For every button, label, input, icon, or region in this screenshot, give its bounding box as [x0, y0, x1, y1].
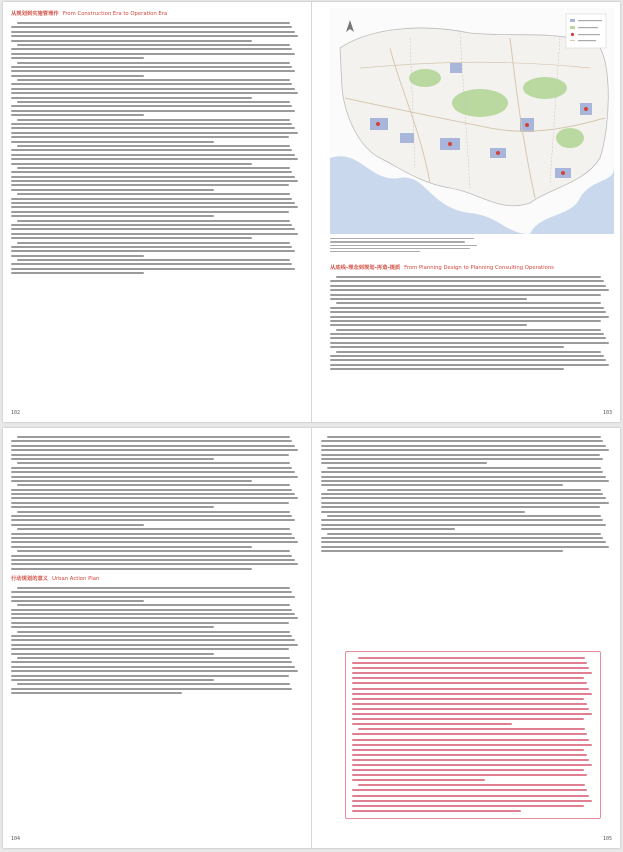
paragraph	[330, 276, 612, 300]
paragraph	[352, 728, 594, 781]
paragraph	[11, 511, 301, 526]
paragraph	[330, 302, 612, 326]
map-graphic	[330, 8, 614, 234]
green-zone	[556, 128, 584, 148]
paragraph	[321, 436, 612, 464]
green-zone	[523, 77, 567, 99]
green-zone	[409, 69, 441, 87]
paragraph	[11, 604, 301, 628]
paragraph	[11, 62, 301, 77]
paragraph	[11, 484, 301, 508]
section-heading	[11, 576, 301, 583]
page-number-left: 104	[11, 836, 21, 842]
paragraph	[11, 436, 301, 460]
paragraph	[321, 533, 612, 553]
district-map	[330, 8, 614, 234]
paragraph	[11, 22, 301, 42]
section-heading-en: Urban Action Plan	[52, 575, 100, 582]
section-heading-en: From Planning Design to Planning Consulting Operations	[404, 265, 554, 271]
page-number-right: 105	[602, 836, 612, 842]
site-marker	[525, 123, 529, 127]
site-marker	[584, 107, 588, 111]
body-text	[11, 22, 301, 274]
gutter	[311, 2, 312, 422]
paragraph	[11, 462, 301, 482]
paragraph	[11, 167, 301, 191]
site-marker	[448, 142, 452, 146]
paragraph	[11, 101, 301, 116]
paragraph	[11, 119, 301, 143]
section-heading-cn: 从底线-理念到规划-再造-提质	[330, 265, 401, 271]
pull-quote-box	[345, 651, 601, 819]
paragraph	[11, 587, 301, 602]
paragraph	[352, 657, 594, 725]
paragraph	[11, 145, 301, 165]
site-marker	[496, 151, 500, 155]
section-heading	[11, 11, 301, 18]
site-marker	[376, 122, 380, 126]
planning-zone	[450, 63, 462, 73]
paragraph	[11, 193, 301, 217]
paragraph	[11, 657, 301, 681]
section-heading-en: From Construction Era to Operation Era	[62, 11, 168, 17]
body-text	[11, 436, 301, 570]
page-number-left: 102	[11, 410, 21, 416]
paragraph	[11, 631, 301, 655]
paragraph	[11, 259, 301, 274]
paragraph	[352, 784, 594, 811]
page-number-right: 103	[602, 410, 612, 416]
paragraph	[11, 44, 301, 59]
paragraph	[330, 329, 612, 349]
body-text	[321, 436, 612, 552]
paragraph	[321, 467, 612, 487]
top-right-text-column	[330, 265, 612, 373]
bottom-left-text-column	[11, 436, 301, 696]
paragraph	[11, 528, 301, 548]
planning-zone	[400, 133, 414, 143]
green-zone	[452, 89, 508, 117]
paragraph	[321, 489, 612, 513]
bottom-spread	[3, 428, 620, 848]
paragraph	[11, 550, 301, 570]
section-heading	[330, 265, 612, 272]
section-heading-cn: 从规划到实施管理作	[11, 11, 59, 17]
paragraph	[330, 351, 612, 371]
site-marker	[561, 171, 565, 175]
paragraph	[11, 220, 301, 240]
paragraph	[11, 242, 301, 257]
map-caption	[330, 238, 480, 254]
gutter	[311, 428, 312, 848]
paragraph	[11, 79, 301, 99]
pull-quote-text	[352, 657, 594, 812]
bottom-right-text-column	[321, 436, 612, 555]
body-text	[11, 587, 301, 694]
body-text	[330, 276, 612, 370]
top-spread	[3, 2, 620, 422]
top-left-text-column	[11, 11, 301, 277]
paragraph	[11, 683, 301, 694]
paragraph	[321, 515, 612, 530]
section-heading-cn: 行动规划的意义	[11, 575, 49, 582]
